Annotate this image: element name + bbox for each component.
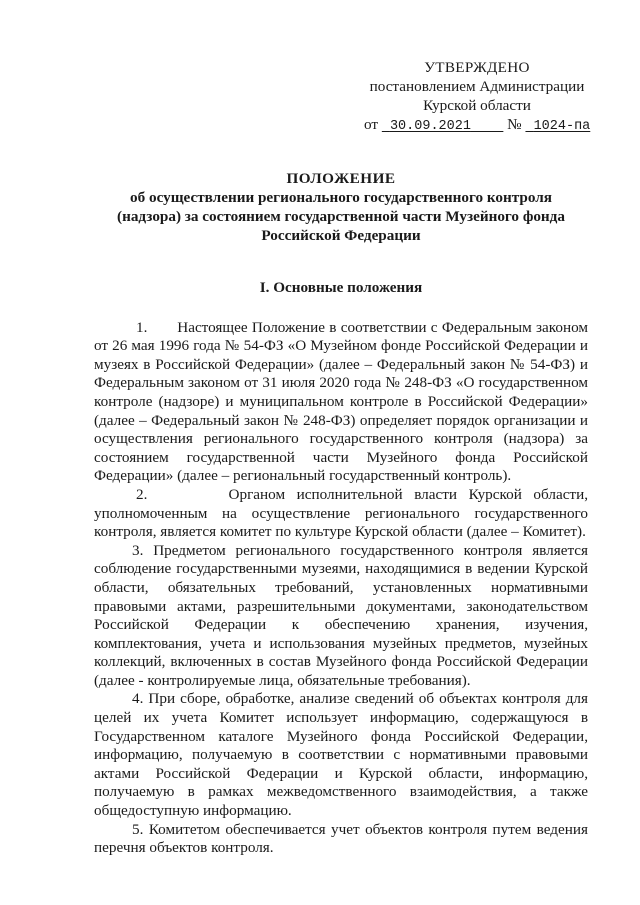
paragraph-1: 1. Настоящее Положение в соответствии с Федеральным законом от 26 мая 1996 года № 54-ФЗ «О Музейном фонде Российской Федерации и музеях в Российской Федерации» (далее – Федеральный закон № 54-ФЗ) и Федеральным законом от 31 июля 2020 года № 248-ФЗ «О государственном контроле (надзоре) и муниципальном контроле в Российской Федерации» (далее – Федеральный закон № 248-ФЗ) определяет порядок организации и осуществления регионального государственного контроля (надзора) за состоянием государственной части Музейного фонда Российской Федерации» (далее – региональный государственный контроль). xyxy=(94,318,588,485)
paragraph-5: 5. Комитетом обеспечивается учет объектов контроля путем ведения перечня объектов контроля. xyxy=(94,820,588,857)
document-body xyxy=(94,319,588,858)
approval-date: 30.09.2021 xyxy=(389,119,471,134)
approval-stamp xyxy=(362,58,592,136)
paragraph-2: 2. Органом исполнительной власти Курской области, уполномоченным на осуществление регионального государственного контроля, является комитет по культуре Курской области (далее – Комитет). xyxy=(94,485,588,541)
date-prefix: от xyxy=(364,116,379,133)
title-line-3: (надзора) за состоянием государственной части Музейного фонда xyxy=(117,208,565,225)
number-prefix: № xyxy=(507,116,522,133)
paragraph-3: 3. Предметом регионального государственного контроля является соблюдение государственными музеями, находящимися в ведении Курской области, обязательных требований, установленных нормативными правовыми актами, разрешительными документами, законодательством Российской Федерации к обеспечению хранения, изучения, комплектования, учета и использования музейных предметов, музейных коллекций, включенных в состав Музейного фонда Российской Федерации (далее - контролируемые лица, обязательные требования). xyxy=(94,541,588,689)
approval-number: 1024-па xyxy=(533,119,591,134)
approval-region: Курской области xyxy=(423,97,531,114)
approval-date-line xyxy=(362,115,592,136)
approved-label: УТВЕРЖДЕНО xyxy=(424,59,530,76)
section-heading: I. Основные положения xyxy=(259,279,423,296)
title-line-4: Российской Федерации xyxy=(261,227,421,244)
paragraph-4: 4. При сборе, обработке, анализе сведений об объектах контроля для целей их учета Комитет использует информацию, содержащуюся в Государственном каталоге Музейного фонда Российской Федерации, информацию, получаемую в соответствии с нормативными правовыми актами Российской Федерации и Курской области, информацию, получаемую в рамках межведомственного взаимодействия, а также общедоступную информацию. xyxy=(94,690,588,820)
title-line-1: ПОЛОЖЕНИЕ xyxy=(286,170,396,187)
title-line-2: об осуществлении регионального государственного контроля xyxy=(130,189,552,206)
document-title xyxy=(94,169,588,245)
approval-authority: постановлением Администрации xyxy=(369,78,585,95)
